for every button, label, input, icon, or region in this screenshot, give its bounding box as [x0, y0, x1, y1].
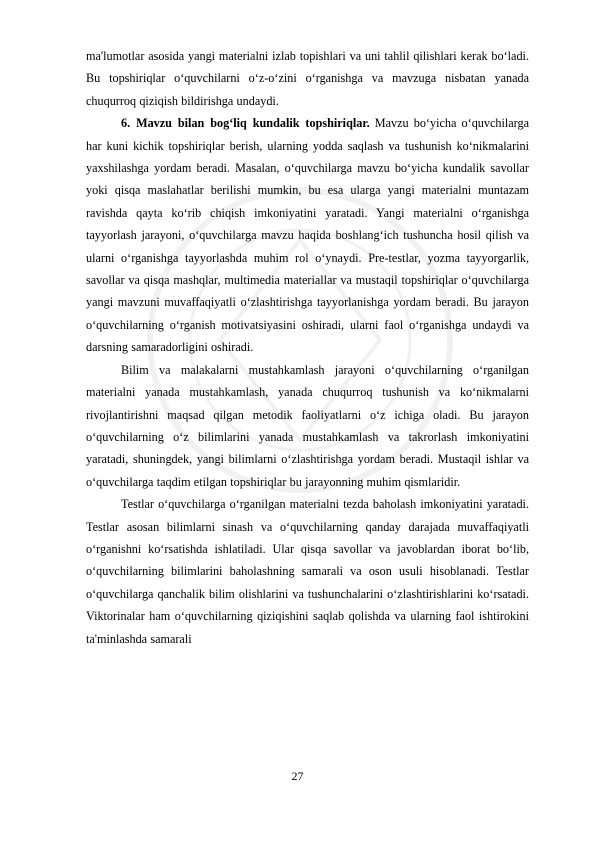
paragraph-1 [86, 45, 529, 112]
paragraph-4 [86, 493, 529, 650]
paragraph-4-text: Testlar o‘quvchilarga o‘rganilgan materialni tezda baholash imkoniyatini yaratadi. Testlar asosan bilimlarni sinash va o‘quvchilarning qanday darajada muvaffaqiyatli o‘rganishni ko‘rsatishda ishlatiladi. Ular qisqa savollar va javoblardan iborat bo‘lib, o‘quvchilarning bilimlarini baholashning samarali va oson usuli hisoblanadi. Testlar o‘quvchilarga qanchalik bilim olishlarini va tushunchalarini o‘zlashtirishlarini ko‘rsatadi. Viktorinalar ham o‘quvchilarning qiziqishini saqlab qolishda va ularning faol ishtirokini ta'minlashda samarali [86, 497, 529, 646]
paragraph-2-text: Mavzu bo‘yicha o‘quvchilarga har kuni kichik topshiriqlar berish, ularning yodda saqlash va tushunish ko‘nikmalarini yaxshilashga yordam beradi. Masalan, o‘quvchilarga mavzu bo‘yicha kundalik savollar yoki qisqa maslahatlar berilishi mumkin, bu esa ularga yangi materialni muntazam ravishda qayta ko‘rib chiqish imkoniyatini yaratadi. Yangi materialni o‘rganishga tayyorlash jarayoni, o‘quvchilarga mavzu haqida boshlang‘ich tushuncha hosil qilish va ularni o‘rganishga tayyorlashda muhim rol o‘ynaydi. Pre-testlar, yozma tayyorgarlik, savollar va qisqa mashqlar, multimedia materiallar va mustaqil topshiriqlar o‘quvchilarga yangi mavzuni muvaffaqiyatli o‘zlashtirishga tayyorlanishga yordam beradi. Bu jarayon o‘quvchilarning o‘rganish motivatsiyasini oshiradi, ularni faol o‘rganishga undaydi va darsning samaradorligini oshiradi. [86, 116, 530, 355]
paragraph-2 [86, 112, 529, 358]
page-number: 27 [291, 769, 304, 783]
section-heading: 6. Mavzu bilan bog‘liq kundalik topshiriqlar. [121, 116, 370, 131]
paragraph-3-text: Bilim va malakalarni mustahkamlash jarayoni o‘quvchilarning o‘rganilgan materialni yanada mustahkamlash, yanada chuqurroq tushunish va ko‘nikmalarni rivojlantirishni maqsad qilgan metodik faoliyatlarni o‘z ichiga oladi. Bu jarayon o‘quvchilarning o‘z bilimlarini yanada mustahkamlash va takrorlash imkoniyatini yaratadi, shuningdek, yangi bilimlarni o‘zlashtirishga yordam beradi. Mustaqil ishlar va o‘quvchilarga taqdim etilgan topshiriqlar bu jarayonning muhim qismlaridir. [86, 362, 529, 489]
paragraph-3 [86, 359, 529, 493]
body-text [86, 45, 529, 650]
paragraph-1-text: ma'lumotlar asosida yangi materialni izlab topishlari va uni tahlil qilishlari kerak bo‘ladi. Bu topshiriqlar o‘quvchilarni o‘z-o‘zini o‘rganishga va mavzuga nisbatan yanada chuqurroq qiziqish bildirishga undaydi. [86, 49, 529, 108]
